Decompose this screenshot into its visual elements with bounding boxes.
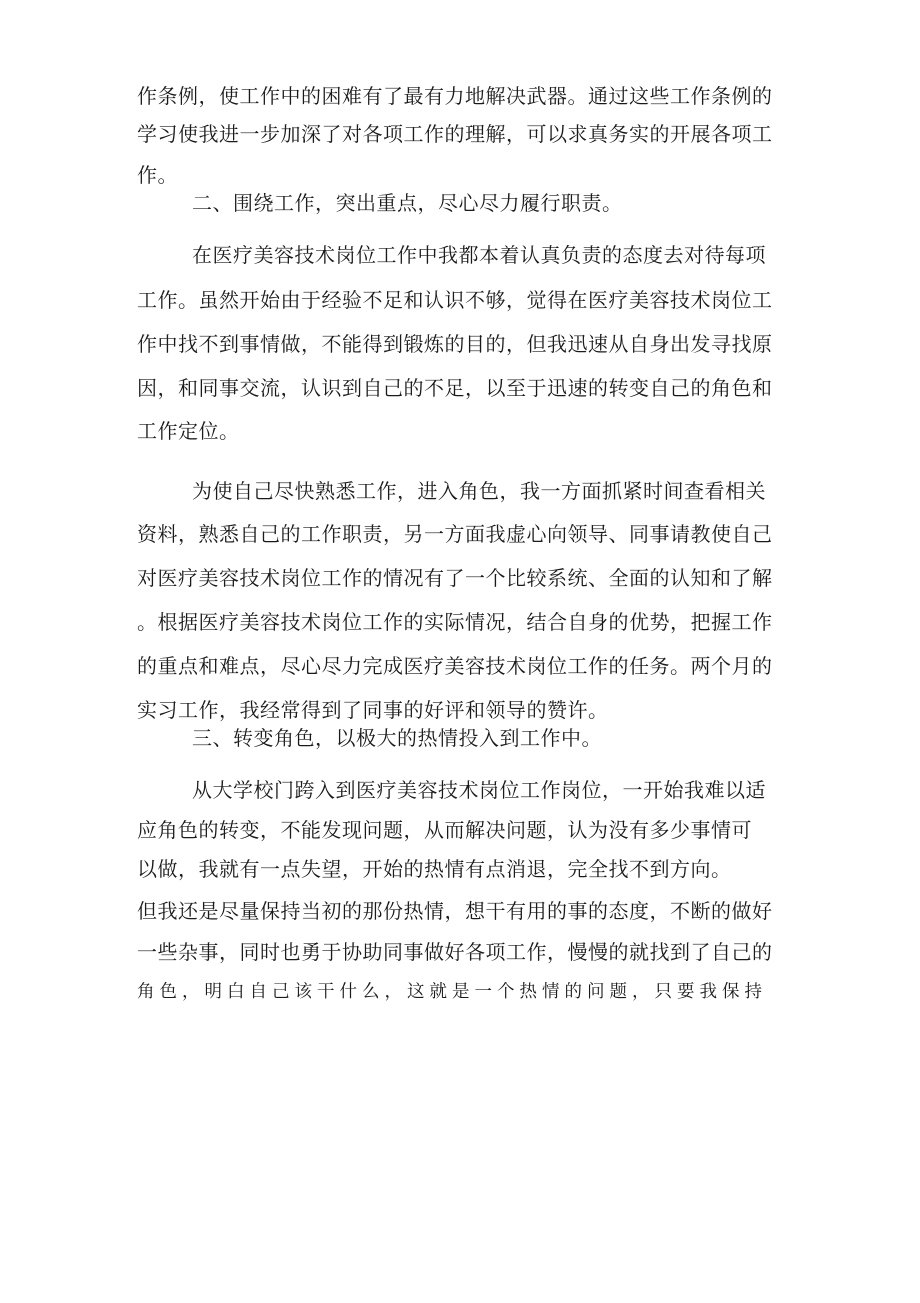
text-line: 工作。虽然开始由于经验不足和认识不够，觉得在医疗美容技术岗位工 <box>137 288 773 312</box>
text-line: 以做，我就有一点失望，开始的热情有点消退，完全找不到方向。 <box>137 857 732 881</box>
text-line: 作中找不到事情做，不能得到锻炼的目的，但我迅速从自身出发寻找原 <box>137 332 773 356</box>
text-line: 在医疗美容技术岗位工作中我都本着认真负责的态度去对待每项 <box>192 243 766 267</box>
text-line: 但我还是尽量保持当初的那份热情，想干有用的事的态度，不断的做好 <box>137 899 773 923</box>
text-line: 。根据医疗美容技术岗位工作的实际情况，结合自身的优势，把握工作 <box>137 610 773 634</box>
section-heading: 三、转变角色，以极大的热情投入到工作中。 <box>192 726 602 750</box>
text-line: 学习使我进一步加深了对各项工作的理解，可以求真务实的开展各项工 <box>137 122 773 146</box>
text-line: 工作定位。 <box>137 419 240 443</box>
text-line: 一些杂事，同时也勇于协助同事做好各项工作，慢慢的就找到了自己的 <box>137 940 773 964</box>
text-line: 实习工作，我经常得到了同事的好评和领导的赞许。 <box>137 698 609 722</box>
text-line: 因，和同事交流，认识到自己的不足，以至于迅速的转变自己的角色和 <box>137 376 773 400</box>
text-line: 应角色的转变，不能发现问题，从而解决问题，认为没有多少事情可 <box>137 818 752 842</box>
text-line: 作。 <box>137 163 178 187</box>
text-line: 从大学校门跨入到医疗美容技术岗位工作岗位，一开始我难以适 <box>192 778 766 802</box>
text-line: 为使自己尽快熟悉工作，进入角色，我一方面抓紧时间查看相关 <box>192 479 766 503</box>
section-heading: 二、围绕工作，突出重点，尽心尽力履行职责。 <box>192 191 623 215</box>
text-line: 资料，熟悉自己的工作职责，另一方面我虚心向领导、同事请教使自己 <box>137 522 773 546</box>
text-line: 的重点和难点，尽心尽力完成医疗美容技术岗位工作的任务。两个月的 <box>137 654 773 678</box>
text-line: 角色，明白自己该干什么，这就是一个热情的问题，只要我保持 <box>137 982 767 1002</box>
text-line: 对医疗美容技术岗位工作的情况有了一个比较系统、全面的认知和了解 <box>137 566 773 590</box>
text-line: 作条例，使工作中的困难有了最有力地解决武器。通过这些工作条例的 <box>137 84 773 108</box>
